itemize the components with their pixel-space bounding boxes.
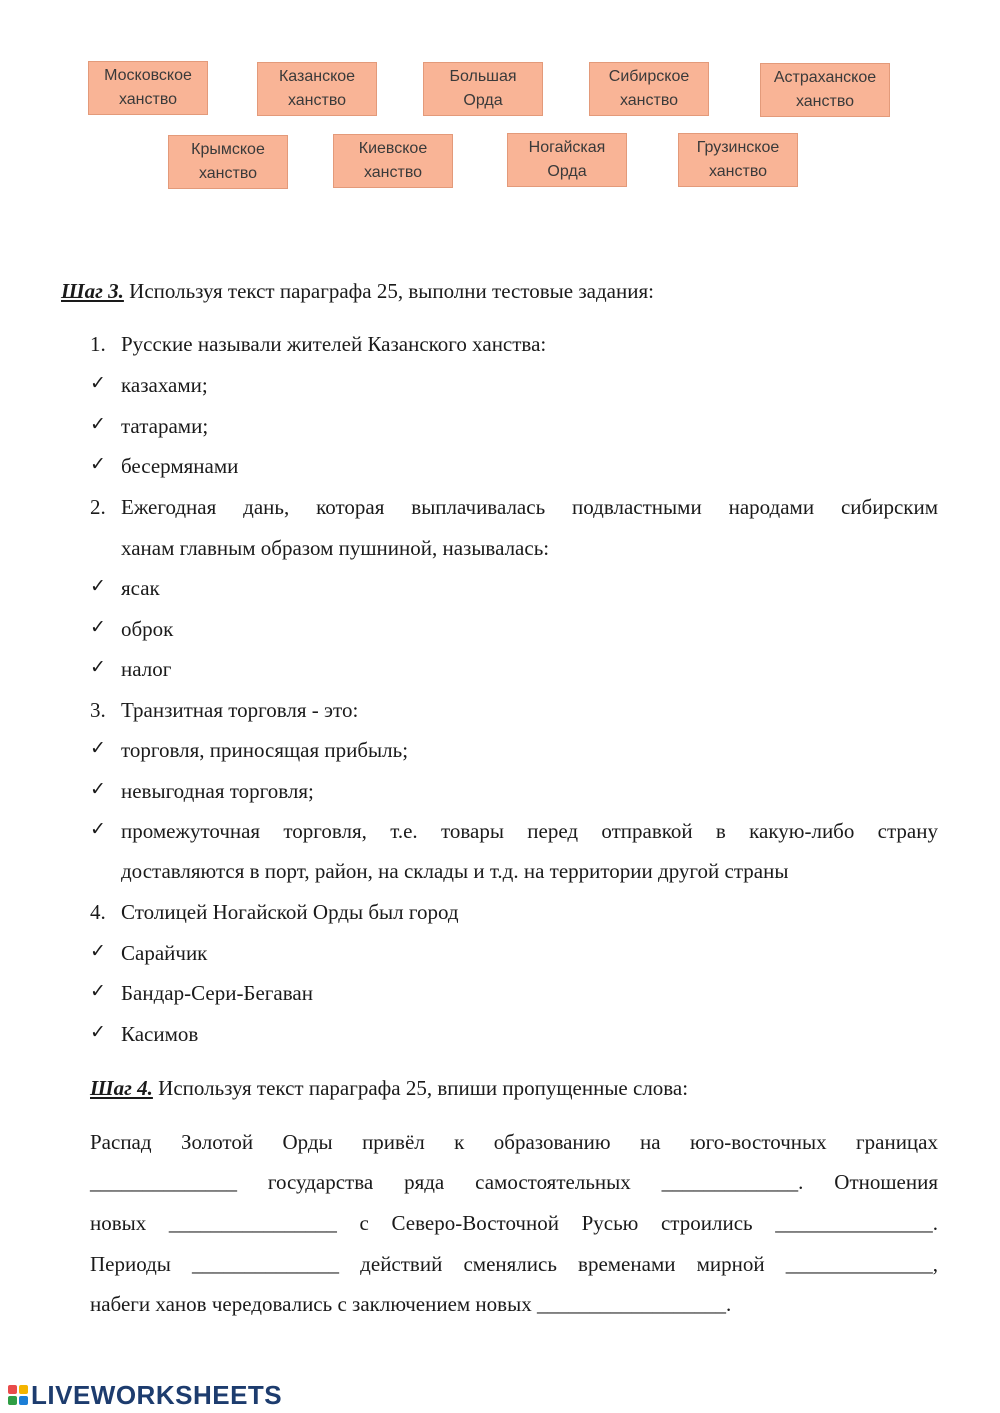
box-crimean-khanate bbox=[168, 135, 288, 189]
box-line: Московское bbox=[104, 67, 192, 84]
question-text: Русские называли жителей Казанского ханства: bbox=[121, 332, 547, 356]
box-kiev-khanate bbox=[333, 134, 453, 188]
fill-in-line: ______________ государства ряда самостоятельных _____________. Отношения bbox=[90, 1170, 938, 1194]
answer-option: казахами; bbox=[121, 373, 208, 397]
answer-option: налог bbox=[121, 657, 172, 681]
step4-text: Используя текст параграфа 25, впиши пропущенные слова: bbox=[152, 1076, 689, 1100]
box-line: Большая bbox=[449, 68, 517, 85]
box-siberian-khanate bbox=[589, 62, 709, 116]
logo-squares-icon bbox=[8, 1385, 28, 1405]
box-line: Сибирское bbox=[608, 68, 690, 85]
answer-option: оброк bbox=[121, 617, 174, 641]
checkmark-icon: ✓ bbox=[90, 454, 106, 475]
checkmark-icon: ✓ bbox=[90, 779, 106, 800]
logo-text: LIVEWORKSHEETS bbox=[31, 1379, 283, 1410]
box-line: ханство bbox=[619, 92, 679, 109]
box-georgian-khanate bbox=[678, 133, 798, 187]
checkmark-icon: ✓ bbox=[90, 657, 106, 678]
box-nogai-horde bbox=[507, 133, 627, 187]
checkmark-icon: ✓ bbox=[90, 414, 106, 435]
checkmark-icon: ✓ bbox=[90, 373, 106, 394]
box-line: Киевское bbox=[358, 140, 428, 157]
step3-label: Шаг 3. bbox=[61, 279, 124, 303]
answer-option: Бандар-Сери-Бегаван bbox=[121, 981, 313, 1005]
answer-option: торговля, приносящая прибыль; bbox=[121, 738, 409, 762]
answer-option: невыгодная торговля; bbox=[121, 779, 314, 803]
box-line: ханство bbox=[363, 164, 423, 181]
box-moscow-khanate bbox=[88, 61, 208, 115]
checkmark-icon: ✓ bbox=[90, 576, 106, 597]
answer-option: татарами; bbox=[121, 414, 209, 438]
question-number: 4. bbox=[90, 900, 106, 924]
checkmark-icon: ✓ bbox=[90, 981, 106, 1002]
box-line: Грузинское bbox=[696, 139, 780, 156]
answer-option: ясак bbox=[121, 576, 160, 600]
box-line: ханство bbox=[708, 163, 768, 180]
question-text: Транзитная торговля - это: bbox=[121, 698, 359, 722]
fill-in-line: Периоды ______________ действий сменялись временами мирной ______________, bbox=[90, 1252, 938, 1276]
box-line: Казанское bbox=[278, 68, 356, 85]
box-line: ханство bbox=[795, 93, 855, 110]
box-line: Орда bbox=[463, 92, 503, 109]
step3-text: Используя текст параграфа 25, выполни тестовые задания: bbox=[123, 279, 654, 303]
box-line: Крымское bbox=[191, 141, 265, 158]
question-text: ханам главным образом пушниной, называлась: bbox=[121, 536, 550, 560]
answer-option: Сарайчик bbox=[121, 941, 208, 965]
answer-option: бесермянами bbox=[121, 454, 239, 478]
box-line: Орда bbox=[547, 163, 587, 180]
question-number: 1. bbox=[90, 332, 106, 356]
checkmark-icon: ✓ bbox=[90, 941, 106, 962]
fill-in-line: набеги ханов чередовались с заключением новых __________________. bbox=[90, 1292, 732, 1316]
box-kazan-khanate bbox=[257, 62, 377, 116]
checkmark-icon: ✓ bbox=[90, 617, 106, 638]
fill-in-line: Распад Золотой Орды привёл к образованию на юго-восточных границах bbox=[90, 1130, 938, 1154]
answer-option-continued: доставляются в порт, район, на склады и т.д. на территории другой страны bbox=[121, 859, 789, 883]
box-astrakhan-khanate bbox=[760, 63, 890, 117]
checkmark-icon: ✓ bbox=[90, 819, 106, 840]
fill-in-line: новых ________________ с Северо-Восточной Русью строились _______________. bbox=[90, 1211, 938, 1235]
box-line: ханство bbox=[118, 91, 178, 108]
question-text: Столицей Ногайской Орды был город bbox=[121, 900, 459, 924]
question-number: 2. bbox=[90, 495, 106, 519]
answer-option: промежуточная торговля, т.е. товары перед отправкой в какую-либо страну bbox=[121, 819, 938, 843]
liveworksheets-logo bbox=[8, 1380, 282, 1410]
question-number: 3. bbox=[90, 698, 106, 722]
answer-option: Касимов bbox=[121, 1022, 199, 1046]
box-line: ханство bbox=[287, 92, 347, 109]
box-line: Астраханское bbox=[773, 69, 877, 86]
checkmark-icon: ✓ bbox=[90, 1022, 106, 1043]
box-line: ханство bbox=[198, 165, 258, 182]
checkmark-icon: ✓ bbox=[90, 738, 106, 759]
question-text: Ежегодная дань, которая выплачивалась подвластными народами сибирским bbox=[121, 495, 938, 519]
step3-heading bbox=[61, 278, 654, 304]
box-great-horde bbox=[423, 62, 543, 116]
box-line: Ногайская bbox=[528, 139, 606, 156]
step4-heading bbox=[90, 1075, 688, 1101]
step4-label: Шаг 4. bbox=[90, 1076, 153, 1100]
